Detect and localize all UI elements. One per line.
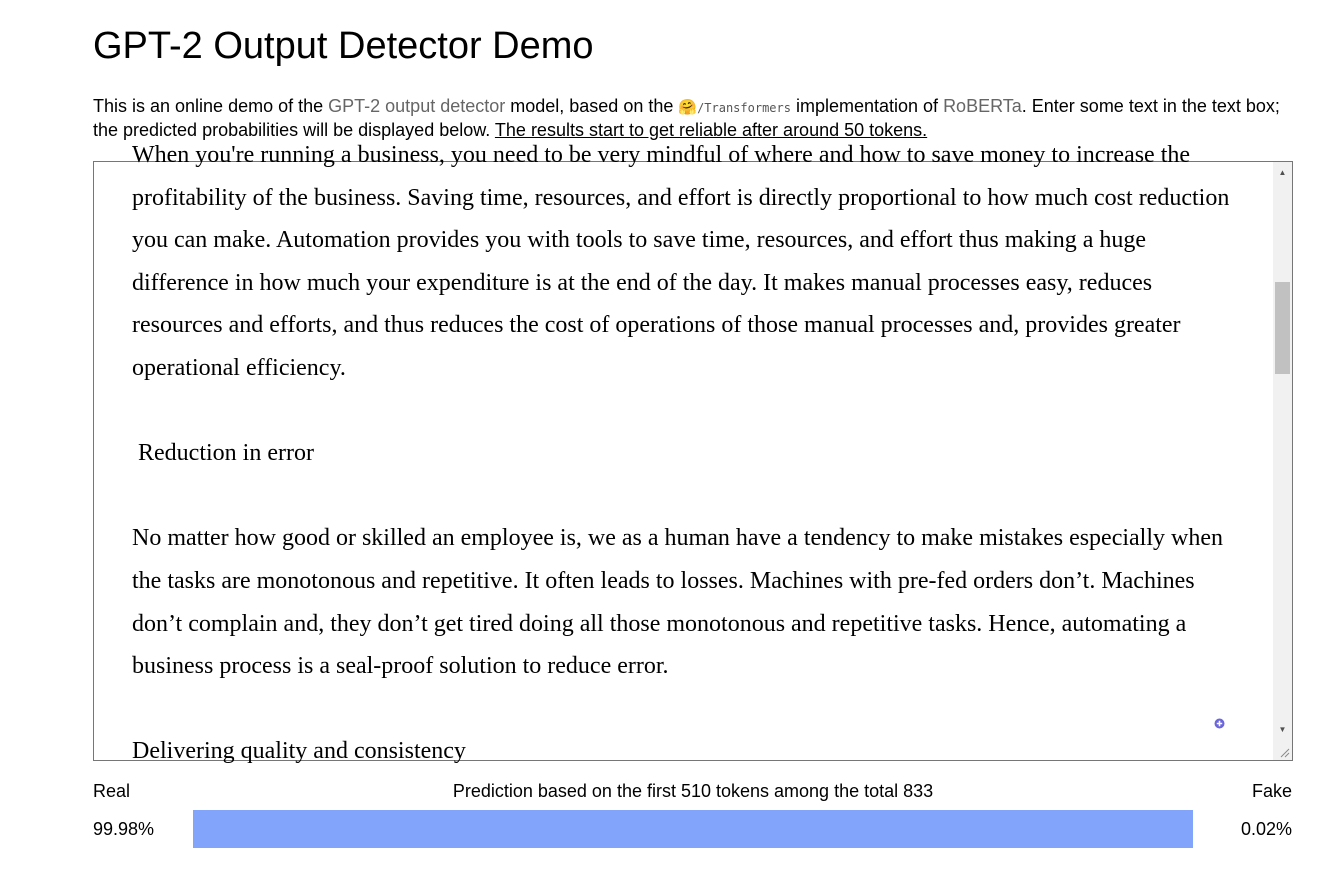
page-title: GPT-2 Output Detector Demo	[93, 25, 594, 67]
fake-label: Fake	[1251, 781, 1292, 801]
input-paragraph: Reduction in error	[132, 440, 314, 467]
resize-grip-icon[interactable]	[1277, 745, 1291, 759]
fake-probability: 0.02%	[1240, 819, 1292, 839]
reliability-note: The results start to get reliable after around 50 tokens.	[494, 120, 928, 140]
real-probability-fill	[193, 810, 1193, 848]
plus-circle-icon[interactable]	[1214, 716, 1225, 727]
vertical-scrollbar[interactable]	[1273, 162, 1292, 760]
transformers-code: /Transformers	[697, 101, 791, 115]
scroll-down-arrow-icon[interactable]: ▼	[1278, 725, 1287, 734]
text-input-area[interactable]	[93, 142, 1293, 765]
prediction-summary: Prediction based on the first 510 tokens among the total 833	[452, 781, 934, 801]
input-paragraph: Delivering quality and consistency	[132, 738, 466, 765]
hugging-face-icon: 🤗	[678, 99, 698, 116]
input-paragraph: When you're running a business, you need to be very mindful of where and how to save money to increase the profitability of the business. Saving time, resources, and effort is directly proportional to how much cost reduction you can make. Automation provides you with tools to save time, resources, and effort thus making a huge difference in how much your expenditure is at the end of the day. It makes manual processes easy, reduces resources and efforts, and thus reduces the cost of operations of those manual processes and, provides greater operational efficiency.	[132, 142, 1236, 381]
intro-text-1: This is an online demo of the	[93, 96, 329, 116]
text-input-content[interactable]	[132, 134, 1242, 773]
roberta-link[interactable]: RoBERTa	[943, 96, 1022, 116]
scroll-up-arrow-icon[interactable]: ▲	[1278, 168, 1287, 177]
gpt2-detector-link[interactable]: GPT-2 output detector	[328, 96, 506, 116]
intro-text-4: . Enter some text in the text box; the predicted probabilities will be displayed below.	[93, 96, 1280, 140]
scrollbar-thumb[interactable]	[1275, 282, 1290, 374]
real-probability: 99.98%	[93, 819, 155, 839]
real-label: Real	[93, 781, 131, 801]
intro-text-2: model, based on the	[505, 96, 679, 116]
intro-text-3: implementation of	[790, 96, 944, 116]
input-paragraph: No matter how good or skilled an employee is, we as a human have a tendency to make mistakes especially when the tasks are monotonous and repetitive. It often leads to losses. Machines with pre-fed orders don’t. Machines don’t complain and, they don’t get tired doing all those monotonous and repetitive tasks. Hence, automating a business process is a seal-proof solution to reduce error.	[132, 525, 1230, 680]
probability-bar	[193, 810, 1193, 848]
